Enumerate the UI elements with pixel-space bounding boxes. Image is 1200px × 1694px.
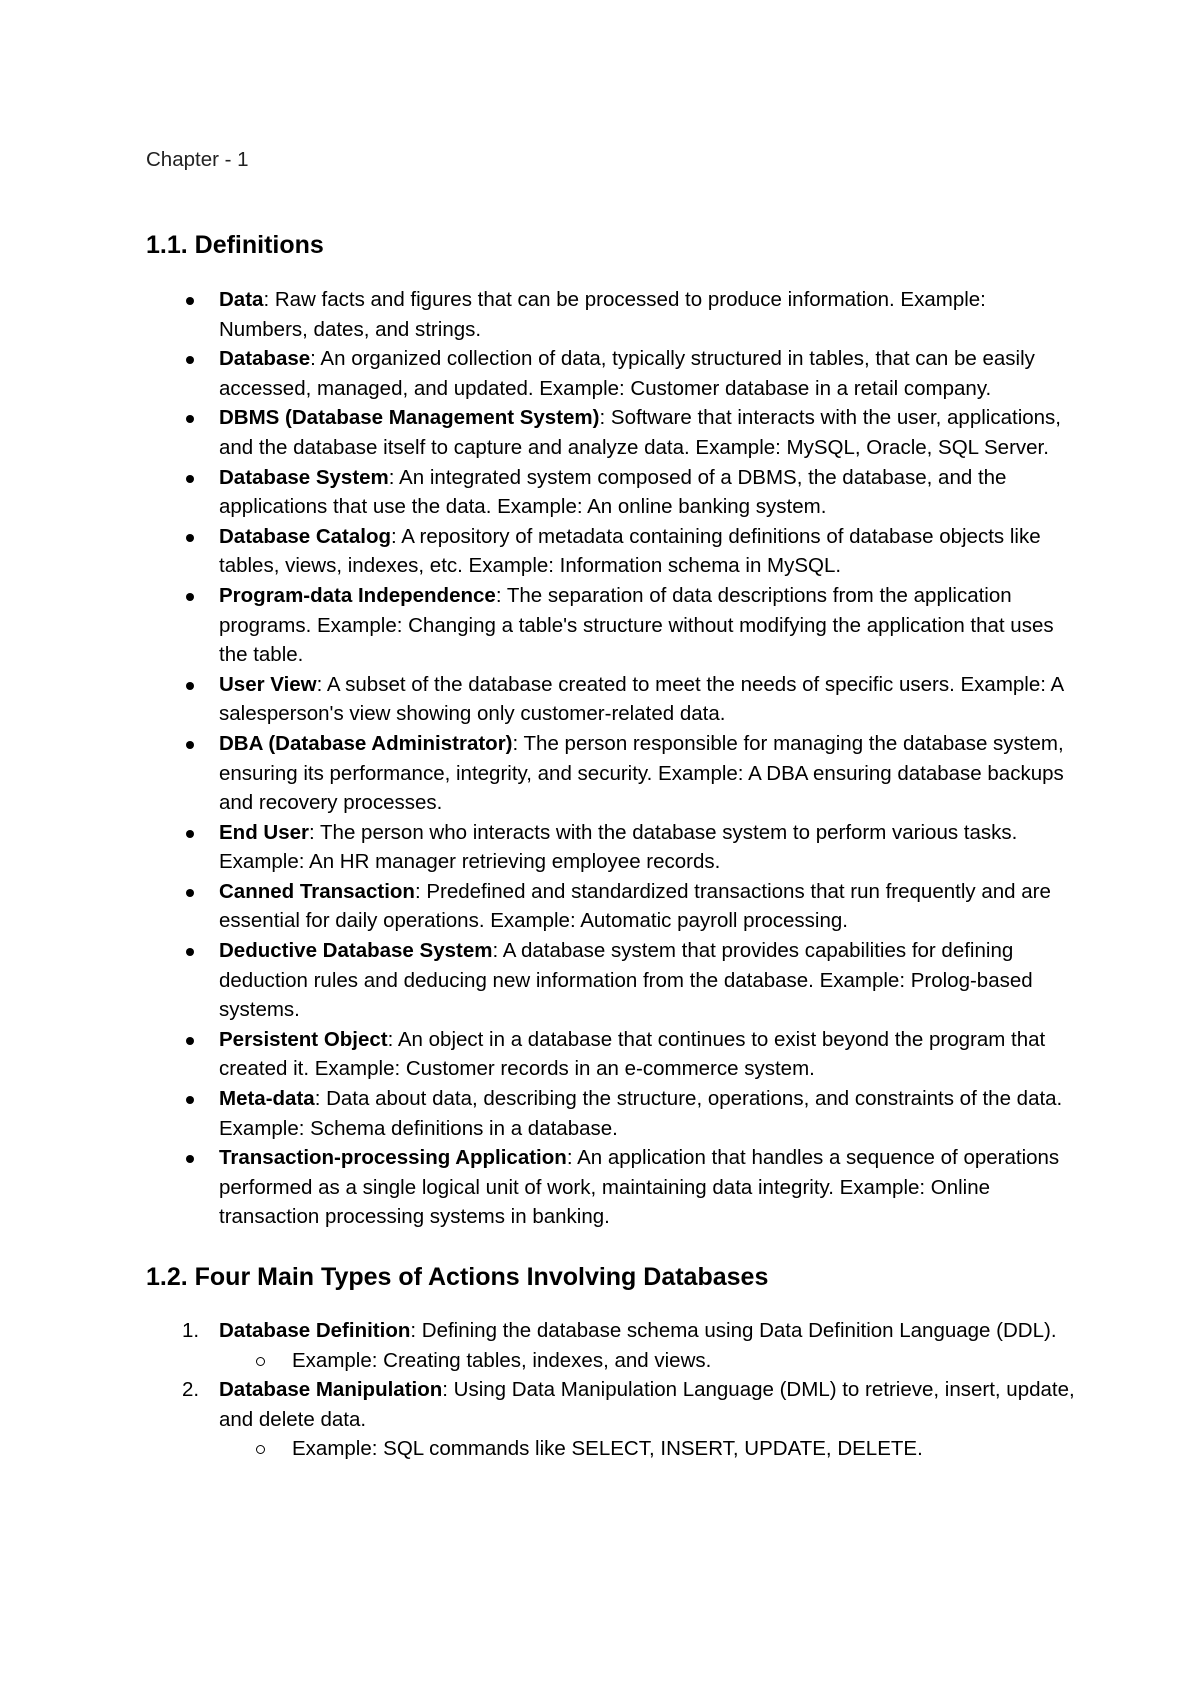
example-text: Example: SQL commands like SELECT, INSERT, UPDATE, DELETE. [292, 1437, 923, 1461]
bullet-icon [186, 475, 194, 483]
example-text: Example: Creating tables, indexes, and views. [292, 1348, 712, 1372]
definition: : Software that interacts with the user, applications, and the database itself to capture and analyze data. Example: MySQL, Oracle, SQL Server. [219, 406, 1061, 459]
list-item [146, 581, 1076, 670]
list-item [146, 1084, 1076, 1143]
list-item [146, 463, 1076, 522]
list-item [146, 285, 1076, 344]
bullet-icon [186, 948, 194, 956]
definition: : The separation of data descriptions from the application programs. Example: Changing a table's structure without modifying the application that uses the table. [219, 583, 1054, 667]
term: Program-data Independence [219, 583, 496, 607]
definition: : An object in a database that continues to exist beyond the program that created it. Example: Customer records in an e-commerce system. [219, 1027, 1046, 1081]
bullet-icon [186, 1155, 194, 1163]
list-item [146, 344, 1076, 403]
definition: : An integrated system composed of a DBMS, the database, and the applications that use the data. Example: An online banking system. [219, 465, 1007, 519]
definition: : Using Data Manipulation Language (DML) to retrieve, insert, update, and delete data. [219, 1378, 1075, 1431]
term: Meta-data [219, 1087, 315, 1111]
term: DBA (Database Administrator) [219, 731, 513, 755]
term: Database Catalog [219, 524, 392, 548]
definition: : Raw facts and figures that can be processed to produce information. Example: Numbers, dates, and strings. [219, 288, 986, 341]
definition: : Predefined and standardized transactions that run frequently and are essential for daily operations. Example: Automatic payroll processing. [219, 879, 1051, 933]
term: Database System [219, 465, 389, 489]
definition: : A database system that provides capabilities for defining deduction rules and deducing new information from the database. Example: Prolog-based systems. [219, 939, 1033, 1022]
term: Persistent Object [219, 1027, 388, 1051]
bullet-icon [186, 741, 194, 749]
list-item [146, 877, 1076, 936]
term: Canned Transaction [219, 879, 415, 903]
sub-list-item [219, 1434, 1076, 1464]
list-item [146, 1375, 1076, 1464]
bullet-icon [186, 356, 194, 364]
list-item [146, 818, 1076, 877]
sub-list [219, 1346, 1076, 1376]
term: User View [219, 672, 317, 696]
term: Database Definition [219, 1319, 411, 1342]
section-heading-actions: 1.2. Four Main Types of Actions Involving Databases [146, 1263, 769, 1291]
list-number: 1. [182, 1319, 200, 1342]
bullet-icon [186, 534, 194, 542]
list-item [146, 522, 1076, 581]
definition: : A subset of the database created to meet the needs of specific users. Example: A salesperson's view showing only customer-related data. [219, 672, 1064, 726]
sub-list [219, 1434, 1076, 1464]
list-item [146, 403, 1076, 462]
definition: : The person who interacts with the database system to perform various tasks. Example: An HR manager retrieving employee records. [219, 820, 1018, 874]
list-item [146, 1025, 1076, 1084]
definition: : Defining the database schema using Data Definition Language (DDL). [410, 1319, 1057, 1342]
term: Transaction-processing Application [219, 1146, 567, 1170]
definition: : An application that handles a sequence of operations performed as a single logical unit of work, maintaining data integrity. Example: Online transaction processing systems in banking. [219, 1146, 1060, 1229]
definition: : A repository of metadata containing definitions of database objects like tables, views, indexes, etc. Example: Information schema in MySQL. [219, 524, 1041, 578]
list-item [146, 670, 1076, 729]
document-content [146, 145, 1076, 1464]
definition: : An organized collection of data, typically structured in tables, that can be easily accessed, managed, and updated. Example: Customer database in a retail company. [219, 347, 1035, 400]
actions-list [146, 1316, 1076, 1464]
list-item [146, 729, 1076, 818]
definitions-list [146, 285, 1076, 1232]
bullet-icon [186, 889, 194, 897]
list-item [146, 1143, 1076, 1232]
hollow-bullet-icon [256, 1357, 265, 1366]
definition: : Data about data, describing the structure, operations, and constraints of the data. Example: Schema definitions in a database. [219, 1087, 1063, 1140]
chapter-label: Chapter - 1 [146, 148, 249, 171]
bullet-icon [186, 593, 194, 601]
bullet-icon [186, 1096, 194, 1104]
term: Database Manipulation [219, 1378, 443, 1402]
hollow-bullet-icon [256, 1445, 265, 1454]
bullet-icon [186, 682, 194, 690]
term: Deductive Database System [219, 939, 493, 963]
sub-list-item [219, 1346, 1076, 1376]
term: Data [219, 288, 264, 311]
definition: : The person responsible for managing the database system, ensuring its performance, integrity, and security. Example: A DBA ensuring database backups and recovery processes. [219, 731, 1064, 815]
bullet-icon [186, 297, 194, 305]
bullet-icon [186, 830, 194, 838]
list-number: 2. [182, 1378, 200, 1402]
term: DBMS (Database Management System) [219, 406, 600, 430]
term: End User [219, 820, 309, 844]
term: Database [219, 347, 311, 371]
section-heading-definitions: 1.1. Definitions [146, 231, 324, 259]
list-item [146, 1316, 1076, 1375]
bullet-icon [186, 415, 194, 423]
list-item [146, 936, 1076, 1025]
bullet-icon [186, 1037, 194, 1045]
